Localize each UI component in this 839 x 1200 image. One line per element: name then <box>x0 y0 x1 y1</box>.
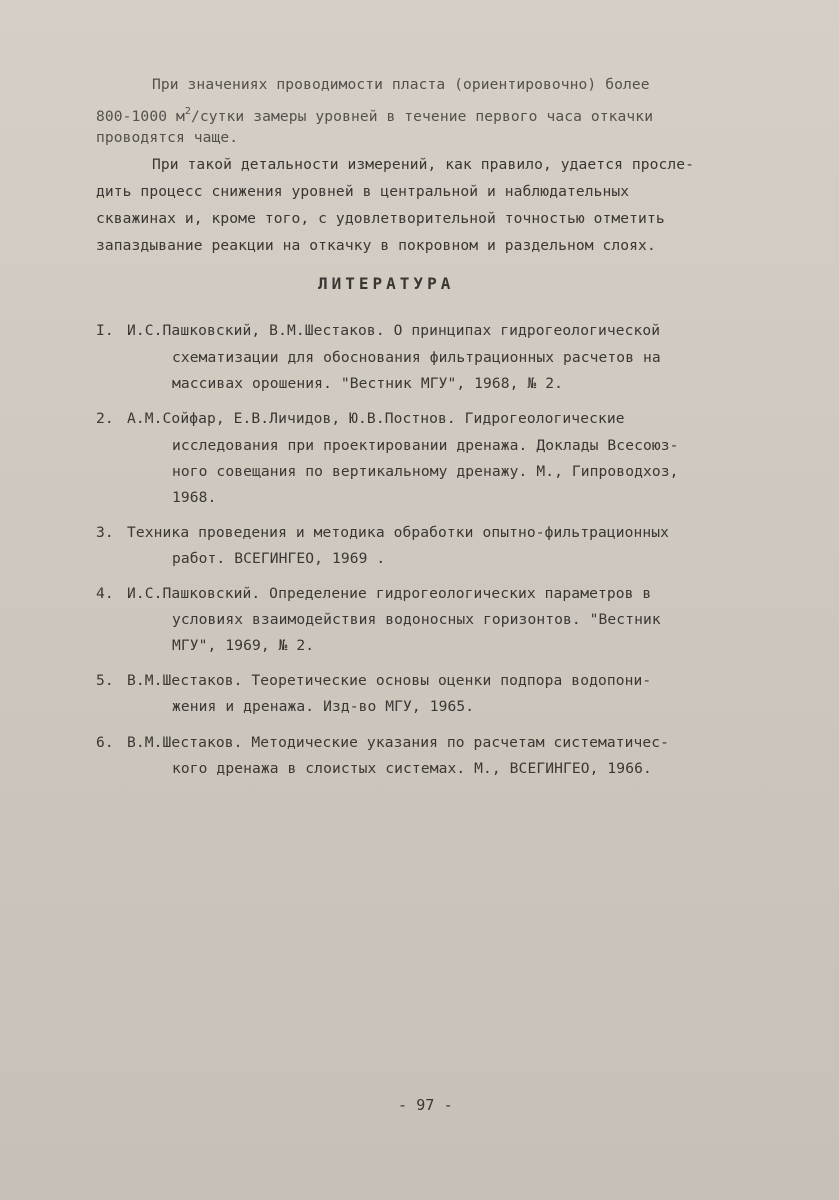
paragraph-1-line-3: проводятся чаще. <box>96 129 239 146</box>
reference-6-line-1: В.М.Шестаков. Методические указания по расчетам систематичес- <box>127 734 670 751</box>
reference-5-line-1: В.М.Шестаков. Теоретические основы оценки подпора водопони- <box>127 672 652 689</box>
paragraph-2-line-1: При такой детальности измерений, как правило, удается просле- <box>152 156 695 173</box>
reference-4-line-2: условиях взаимодействия водоносных горизонтов. "Вестник <box>172 611 661 628</box>
literature-heading: ЛИТЕРАТУРА <box>318 274 455 293</box>
reference-2-line-4: 1968. <box>172 489 217 506</box>
reference-5-line-2: жения и дренажа. Изд-во МГУ, 1965. <box>172 698 475 715</box>
page-number: - 97 - <box>398 1096 453 1114</box>
paragraph-1-line-2-end: /сутки замеры уровней в течение первого часа откачки <box>191 108 654 125</box>
superscript-2: 2 <box>184 106 191 117</box>
reference-2-line-2: исследования при проектировании дренажа. Доклады Всесоюз- <box>172 437 679 454</box>
reference-2-number: 2. <box>96 410 114 427</box>
reference-3-line-1: Техника проведения и методика обработки опытно-фильтрационных <box>127 524 670 541</box>
reference-1-line-3: массивах орошения. "Вестник МГУ", 1968, № 2. <box>172 375 563 392</box>
paragraph-1-line-1: При значениях проводимости пласта (ориентировочно) более <box>152 76 650 93</box>
reference-4-line-1: И.С.Пашковский. Определение гидрогеологических параметров в <box>127 585 652 602</box>
reference-5-number: 5. <box>96 672 114 689</box>
reference-2-line-3: ного совещания по вертикальному дренажу. М., Гипроводхоз, <box>172 463 679 480</box>
reference-1-line-2: схематизации для обоснования фильтрационных расчетов на <box>172 349 661 366</box>
reference-2-line-1: А.М.Сойфар, Е.В.Личидов, Ю.В.Постнов. Гидрогеологические <box>127 410 625 427</box>
reference-6-number: 6. <box>96 734 114 751</box>
paragraph-2-line-3: скважинах и, кроме того, с удовлетворительной точностью отметить <box>96 210 665 227</box>
reference-1-number: I. <box>96 322 114 339</box>
reference-4-number: 4. <box>96 585 114 602</box>
paragraph-2-line-4: запаздывание реакции на откачку в покровном и раздельном слоях. <box>96 237 656 254</box>
reference-4-line-3: МГУ", 1969, № 2. <box>172 637 315 654</box>
paragraph-1-line-2-start: 800-1000 м <box>96 108 185 125</box>
reference-3-number: 3. <box>96 524 114 541</box>
reference-6-line-2: кого дренажа в слоистых системах. М., ВСЕГИНГЕО, 1966. <box>172 760 652 777</box>
reference-1-line-1: И.С.Пашковский, В.М.Шестаков. О принципах гидрогеологической <box>127 322 661 339</box>
reference-3-line-2: работ. ВСЕГИНГЕО, 1969 . <box>172 550 386 567</box>
paragraph-2-line-2: дить процесс снижения уровней в центральной и наблюдательных <box>96 183 630 200</box>
